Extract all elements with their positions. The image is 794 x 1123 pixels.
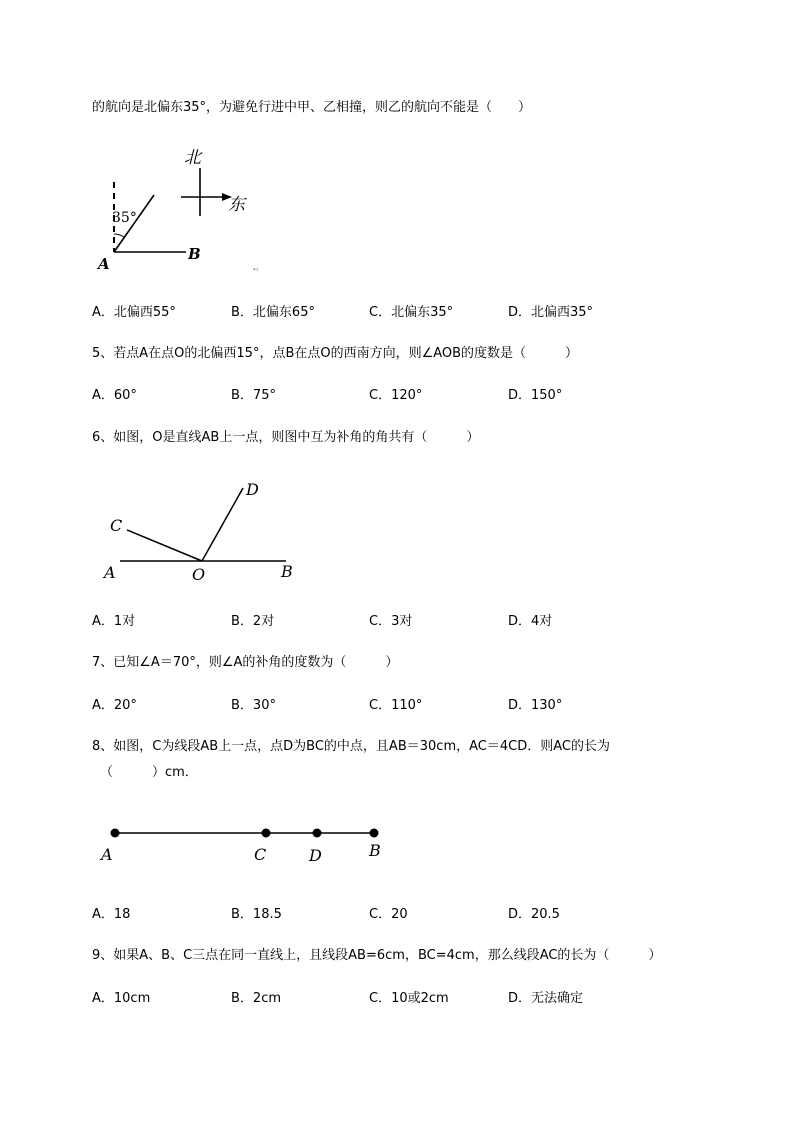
compass-north-label: 北 <box>184 148 201 168</box>
q6-option-b: B．2对 <box>231 614 275 629</box>
q9-option-d: D．无法确定 <box>508 991 584 1006</box>
q4-compass-figure <box>88 140 258 280</box>
point-b-label: B <box>188 245 201 263</box>
q5-option-a: A．60° <box>92 388 137 403</box>
ray-oc <box>127 530 202 561</box>
q8-option-c: C．20 <box>369 907 408 922</box>
q7-option-a: A．20° <box>92 698 137 713</box>
label-c: C <box>254 845 267 864</box>
q4-options <box>92 304 712 322</box>
q8-option-b: B．18.5 <box>231 907 282 922</box>
q6-angle-figure <box>100 476 300 586</box>
q7-option-d: D．130° <box>508 698 563 713</box>
angle-arc <box>114 234 124 237</box>
q6-stem: 6、如图，O是直线AB上一点，则图中互为补角的角共有（ ） <box>92 430 480 445</box>
q8-stem-continued: （ ）cm． <box>100 765 198 780</box>
q8-option-d: D．20.5 <box>508 907 560 922</box>
q6-options <box>92 613 712 631</box>
q5-option-b: B．75° <box>231 388 276 403</box>
point-a-label: A <box>98 255 110 273</box>
point-c <box>262 829 271 838</box>
point-b <box>370 829 379 838</box>
q5-stem: 5、若点A在点O的北偏西15°，点B在点O的西南方向，则∠AOB的度数是（ ） <box>92 346 579 361</box>
q9-option-b: B．2cm <box>231 991 282 1006</box>
label-o: O <box>192 565 206 584</box>
q9-option-a: A．10cm <box>92 991 151 1006</box>
label-d: D <box>246 480 259 499</box>
label-d: D <box>309 846 322 865</box>
q9-stem: 9、如果A、B、C三点在同一直线上，且线段AB=6cm，BC=4cm，那么线段AC的长为（ ） <box>92 948 662 963</box>
ray-od <box>202 488 243 561</box>
label-b: B <box>281 562 293 581</box>
q7-option-c: C．110° <box>369 698 423 713</box>
q5-option-c: C．120° <box>369 388 423 403</box>
point-d <box>313 829 322 838</box>
q4-option-c: C．北偏东35° <box>369 305 454 320</box>
point-a <box>111 829 120 838</box>
angle-label: 35° <box>112 210 137 226</box>
q9-options <box>92 990 712 1008</box>
q4-option-a: A．北偏西55° <box>92 305 176 320</box>
label-b: B <box>369 841 381 860</box>
q8-segment-figure <box>96 818 396 868</box>
q6-option-c: C．3对 <box>369 614 413 629</box>
compass-east-label: 东 <box>228 195 245 215</box>
label-a: A <box>101 845 113 864</box>
q5-option-d: D．150° <box>508 388 563 403</box>
label-a: A <box>104 563 116 582</box>
q6-option-a: A．1对 <box>92 614 136 629</box>
q7-option-b: B．30° <box>231 698 276 713</box>
q4-option-d: D．北偏西35° <box>508 305 594 320</box>
label-c: C <box>110 516 123 535</box>
q8-stem: 8、如图，C为线段AB上一点，点D为BC的中点，且AB＝30cm，AC＝4CD．则AC的长为 <box>92 739 610 754</box>
q4-stem: 的航向是北偏东35°，为避免行进中甲、乙相撞，则乙的航向不能是（ ） <box>92 100 532 115</box>
stray-mark: ⁴¹ <box>253 267 259 275</box>
q7-options <box>92 697 712 715</box>
q5-options <box>92 387 712 405</box>
q8-option-a: A．18 <box>92 907 131 922</box>
q6-option-d: D．4对 <box>508 614 553 629</box>
q4-option-b: B．北偏东65° <box>231 305 315 320</box>
q7-stem: 7、已知∠A＝70°，则∠A的补角的度数为（ ） <box>92 655 399 670</box>
q8-options <box>92 906 712 924</box>
q9-option-c: C．10或2cm <box>369 991 449 1006</box>
